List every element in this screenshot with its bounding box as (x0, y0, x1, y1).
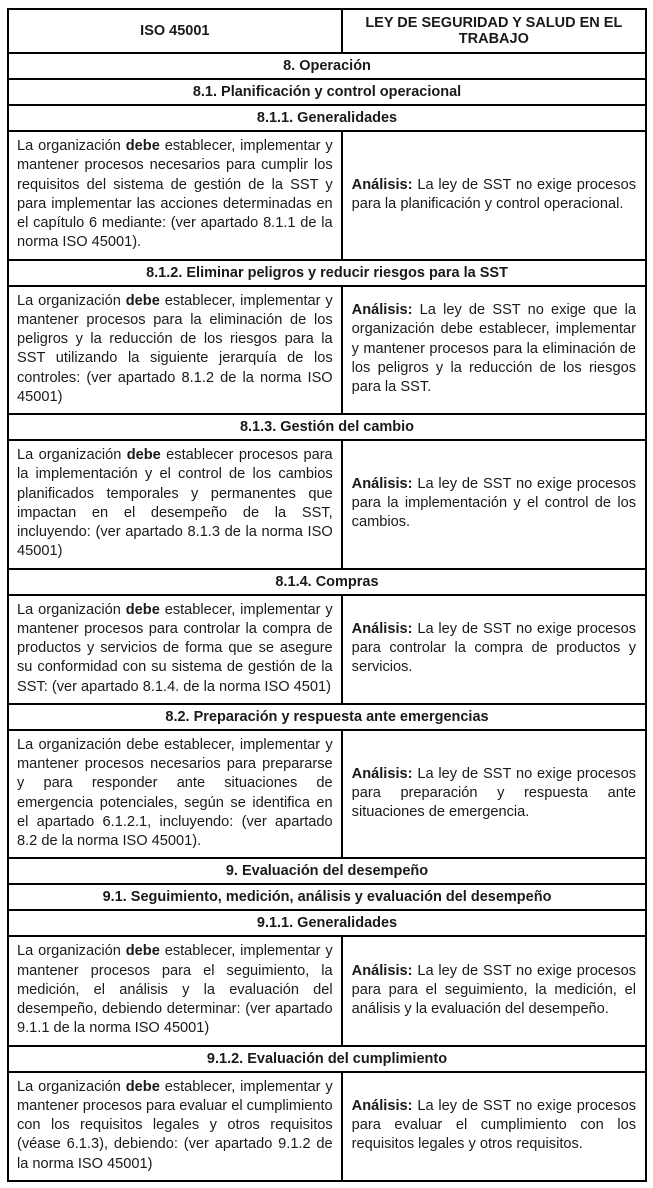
iso-requirement-cell (8, 1072, 342, 1181)
analysis-cell (342, 286, 646, 415)
emphasis-word: debe (126, 447, 161, 463)
requirement-text: establecer, implementar y mantener procesos para el seguimiento, la medición, el análisis y la evaluación del desempeño, debiendo determinar: (ver apartado 9.1.1 de la norma ISO 45001) (17, 943, 333, 1037)
section-row (8, 105, 646, 131)
requirement-text: establecer, implementar y mantener procesos necesarios para cumplir los requisitos del sistema de gestión de la SST y para implementar las acciones determinadas en el capítulo 6 mediante: (ver apartado 8.1.1 de la norma ISO 45001). (17, 138, 333, 251)
section-row (8, 1046, 646, 1072)
iso-vs-ley-comparison-table (7, 8, 647, 1182)
section-heading: 8.1.2. Eliminar peligros y reducir riesgos para la SST (8, 260, 646, 286)
table-row (8, 730, 646, 859)
analysis-label: Análisis: (351, 765, 413, 782)
emphasis-word: debe (125, 1078, 160, 1095)
analysis-cell (342, 595, 646, 704)
iso-requirement-cell (8, 286, 342, 415)
column-header-iso-45001: ISO 45001 (8, 9, 342, 53)
section-row (8, 79, 646, 105)
section-row (8, 910, 646, 936)
table-row (8, 936, 646, 1045)
table-row (8, 1072, 646, 1181)
section-row (8, 569, 646, 595)
table-body (8, 53, 646, 1181)
section-row (8, 884, 646, 910)
section-row (8, 704, 646, 730)
requirement-text: La organización (17, 943, 126, 960)
iso-requirement-cell (8, 595, 342, 704)
analysis-label: Análisis: (351, 302, 413, 319)
requirement-text: La organización (17, 447, 127, 463)
table-row (8, 440, 646, 569)
header-row (8, 9, 646, 53)
section-heading: 8.1.3. Gestión del cambio (8, 414, 646, 440)
analysis-cell (342, 730, 646, 859)
requirement-text: La organización (17, 138, 126, 154)
section-row (8, 414, 646, 440)
analysis-text: La ley de SST no exige procesos para la planificación y control operacional. (351, 176, 636, 212)
emphasis-word: debe (125, 138, 160, 154)
analysis-cell (342, 1072, 646, 1181)
requirement-text: La organización debe establecer, implementar y mantener procesos necesarios para prepararse y para responder ante situaciones de emergencia potenciales, según se identifica en el apartado 6.1.2.1, incluyendo: (ver apartado 8.2 de la norma ISO 45001). (17, 736, 333, 849)
requirement-text: establecer, implementar y mantener procesos para la eliminación de los peligros y la reducción de los riesgos para la SST utilizando la siguiente jerarquía de los controles: (ver apartado 8.1.2 de la norma ISO 45001) (17, 292, 333, 405)
section-row (8, 53, 646, 79)
analysis-text: La ley de SST no exige que la organización debe establecer, implementar y mantener procesos para la eliminación de los peligros y la reducción de los riesgos para la SST. (351, 302, 636, 396)
table-row (8, 286, 646, 415)
iso-requirement-cell (8, 936, 342, 1045)
section-heading: 9. Evaluación del desempeño (8, 858, 646, 884)
analysis-text: La ley de SST no exige procesos para evaluar el cumplimiento con los requisitos legales y otros requisitos. (351, 1097, 636, 1153)
analysis-text: La ley de SST no exige procesos para para el seguimiento, la medición, el análisis y la evaluación del desempeño. (351, 962, 636, 1017)
analysis-text: La ley de SST no exige procesos para la implementación y el control de los cambios. (351, 475, 636, 531)
analysis-label: Análisis: (351, 176, 413, 193)
section-heading: 8.1.1. Generalidades (8, 105, 646, 131)
analysis-label: Análisis: (351, 1097, 413, 1114)
section-heading: 8.1.4. Compras (8, 569, 646, 595)
iso-requirement-cell (8, 730, 342, 859)
analysis-cell (342, 936, 646, 1045)
section-heading: 9.1. Seguimiento, medición, análisis y evaluación del desempeño (8, 884, 646, 910)
requirement-text: La organización (17, 292, 126, 309)
emphasis-word: debe (125, 601, 160, 618)
analysis-text: La ley de SST no exige procesos para preparación y respuesta ante situaciones de emergencia. (351, 765, 636, 821)
section-row (8, 260, 646, 286)
section-heading: 9.1.2. Evaluación del cumplimiento (8, 1046, 646, 1072)
requirement-text: establecer, implementar y mantener procesos para evaluar el cumplimiento con los requisitos legales y otros requisitos (véase 6.1.3), debiendo: (ver apartado 9.1.2 de la norma ISO 45001) (17, 1078, 333, 1172)
analysis-label: Análisis: (351, 475, 413, 492)
table-row (8, 131, 646, 260)
column-header-ley-sst: LEY DE SEGURIDAD Y SALUD EN EL TRABAJO (342, 9, 646, 53)
section-heading: 9.1.1. Generalidades (8, 910, 646, 936)
section-row (8, 858, 646, 884)
emphasis-word: debe (125, 943, 160, 960)
iso-requirement-cell (8, 440, 342, 569)
section-heading: 8.1. Planificación y control operacional (8, 79, 646, 105)
analysis-cell (342, 131, 646, 260)
analysis-cell (342, 440, 646, 569)
iso-requirement-cell (8, 131, 342, 260)
analysis-label: Análisis: (351, 620, 413, 637)
requirement-text: establecer, implementar y mantener procesos para controlar la compra de productos y servicios de forma que se asegure su conformidad con su sistema de gestión de la SST: (ver apartado 8.1.4. de la norma ISO 4501) (17, 601, 333, 695)
analysis-label: Análisis: (351, 962, 413, 979)
requirement-text: La organización (17, 1078, 126, 1095)
requirement-text: La organización (17, 601, 126, 618)
table-row (8, 595, 646, 704)
analysis-text: La ley de SST no exige procesos para controlar la compra de productos y servicios. (351, 620, 636, 676)
section-heading: 8. Operación (8, 53, 646, 79)
requirement-text: establecer procesos para la implementación y el control de los cambios planificados temporales y permanentes que impactan en el desempeño de la SST, incluyendo: (ver apartado 8.1.3 de la norma ISO 45001) (17, 447, 333, 560)
emphasis-word: debe (125, 292, 160, 309)
section-heading: 8.2. Preparación y respuesta ante emergencias (8, 704, 646, 730)
